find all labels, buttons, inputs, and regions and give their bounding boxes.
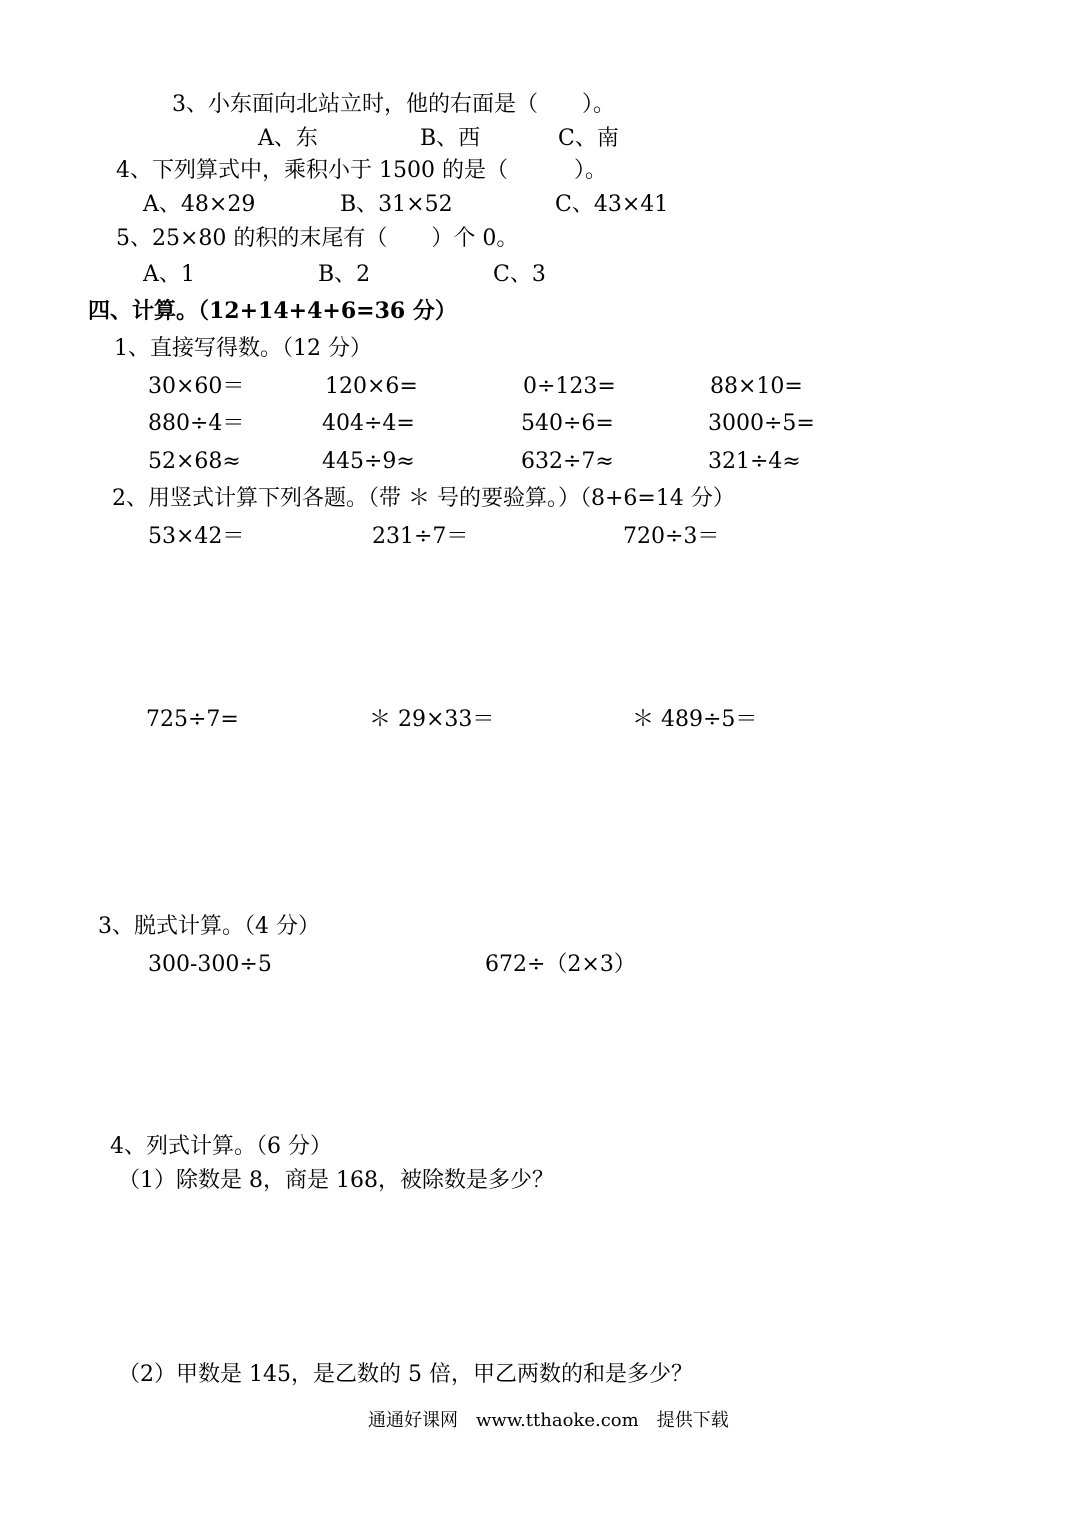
stepwise-calc-item: 300-300÷5 — [148, 952, 272, 977]
oral-calc-item: 30×60＝ — [148, 374, 245, 399]
vertical-calc-item: 53×42＝ — [148, 524, 245, 549]
q4-option-a: A、48×29 — [143, 192, 256, 217]
q5-option-a: A、1 — [143, 262, 195, 287]
stepwise-calc-item: 672÷（2×3） — [485, 952, 636, 977]
vertical-calc-item: 231÷7＝ — [372, 524, 469, 549]
oral-calc-item: 88×10= — [710, 374, 803, 399]
part2-title: 2、用竖式计算下列各题。（带 ＊ 号的要验算。）（8+6=14 分） — [112, 486, 735, 511]
footer-credit: 通通好课网 www.tthaoke.com 提供下载 — [368, 1410, 729, 1431]
vertical-calc-item: 720÷3＝ — [623, 524, 720, 549]
question-4: 4、下列算式中，乘积小于 1500 的是（ ）。 — [116, 158, 607, 183]
part1-title: 1、直接写得数。（12 分） — [114, 336, 372, 361]
question-5: 5、25×80 的积的末尾有（ ）个 0。 — [116, 226, 519, 251]
word-problem-2: （2）甲数是 145，是乙数的 5 倍，甲乙两数的和是多少？ — [118, 1362, 693, 1387]
oral-calc-item: 540÷6= — [521, 411, 614, 436]
oral-calc-item: 321÷4≈ — [708, 449, 801, 474]
oral-calc-item: 0÷123= — [523, 374, 616, 399]
oral-calc-item: 3000÷5= — [708, 411, 815, 436]
part4-title: 4、列式计算。（6 分） — [110, 1134, 332, 1159]
word-problem-1: （1）除数是 8，商是 168，被除数是多少？ — [118, 1168, 554, 1193]
oral-calc-item: 52×68≈ — [148, 449, 241, 474]
oral-calc-item: 632÷7≈ — [521, 449, 614, 474]
q3-option-b: B、西 — [420, 126, 481, 151]
vertical-calc-item: ＊ 489÷5＝ — [632, 707, 758, 732]
q3-option-a: A、东 — [258, 126, 318, 151]
section-heading: 四、计算。（12+14+4+6=36 分） — [88, 298, 457, 324]
vertical-calc-item: 725÷7= — [146, 707, 239, 732]
q5-option-b: B、2 — [318, 262, 371, 287]
oral-calc-item: 404÷4= — [322, 411, 415, 436]
vertical-calc-item: ＊ 29×33＝ — [369, 707, 495, 732]
q4-option-c: C、43×41 — [555, 192, 669, 217]
question-3: 3、小东面向北站立时，他的右面是（ ）。 — [172, 92, 615, 117]
oral-calc-item: 880÷4＝ — [148, 411, 245, 436]
q4-option-b: B、31×52 — [340, 192, 453, 217]
oral-calc-item: 120×6= — [325, 374, 418, 399]
part3-title: 3、脱式计算。（4 分） — [98, 914, 320, 939]
q3-option-c: C、南 — [558, 126, 619, 151]
oral-calc-item: 445÷9≈ — [322, 449, 415, 474]
q5-option-c: C、3 — [493, 262, 546, 287]
